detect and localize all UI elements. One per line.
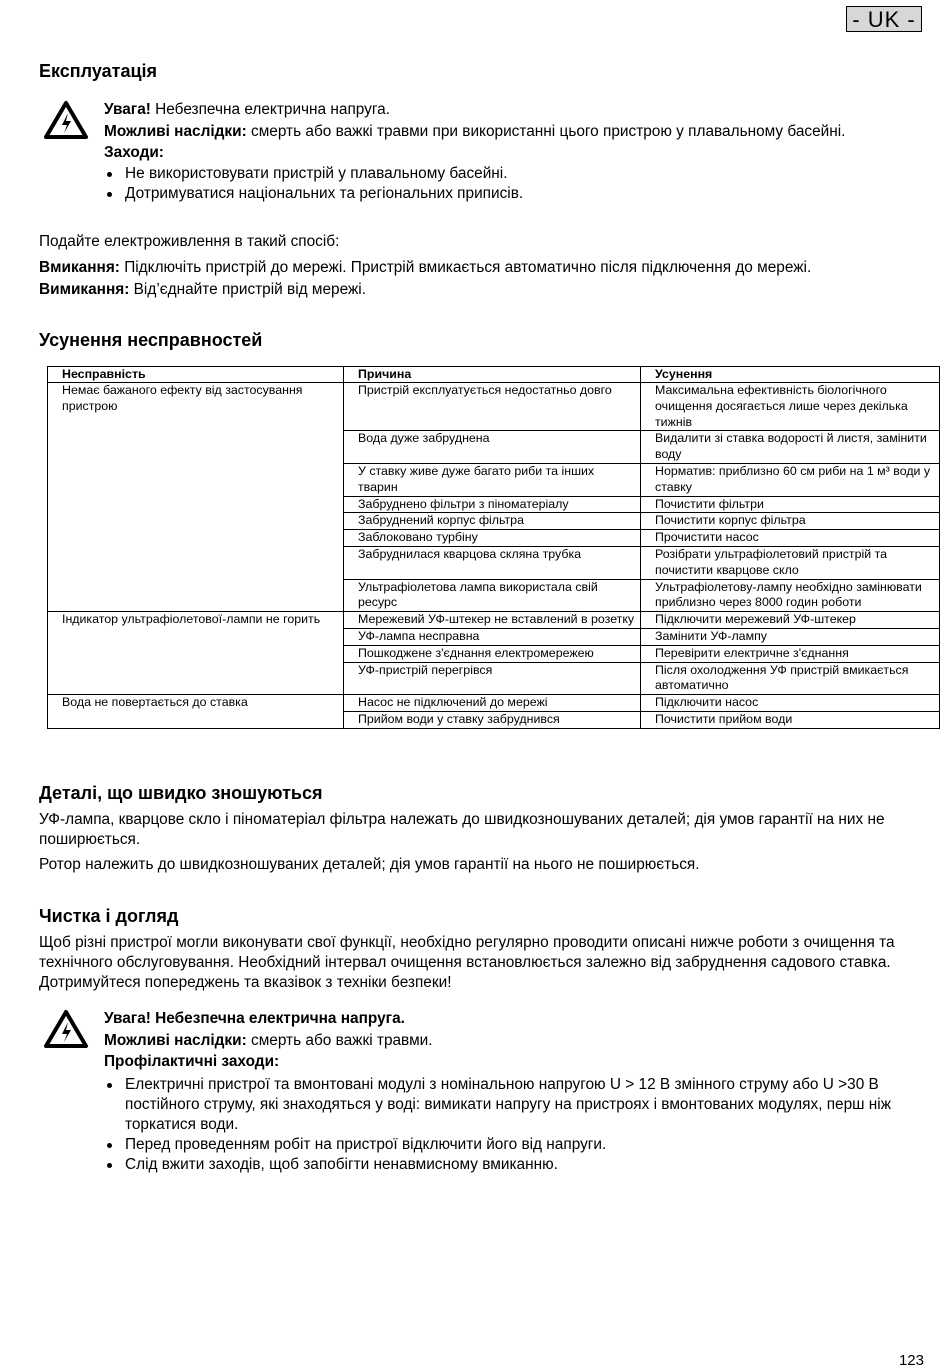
cause-cell: Вода дуже забруднена [344,431,641,464]
fault-cell: Індикатор ультрафіолетової-лампи не горить [48,612,344,695]
operation-title: Експлуатація [39,61,158,81]
remedy-cell: Перевірити електричне з'єднання [641,645,940,662]
list-item: Перед проведенням робіт на пристрої відключити його від напруги. [104,1135,930,1155]
table-row [48,695,940,712]
consequences-text: смерть або важкі травми при використанні цього пристрою у плавальному басейні. [246,122,846,140]
attention-label: Увага! [104,101,151,118]
table-header-row [48,367,940,383]
electric-warning-icon [43,1009,89,1049]
column-header: Причина [344,367,641,383]
remedy-cell: Прочистити насос [641,530,940,547]
measures-list [104,1075,930,1175]
cause-cell: Забруднилася кварцова скляна трубка [344,546,641,579]
fault-cell: Немає бажаного ефекту від застосування пристрою [48,383,344,612]
consequences-label: Можливі наслідки: [104,1031,247,1049]
page-number: 123 [898,1352,924,1369]
consequences-label: Можливі наслідки: [104,122,247,140]
troubleshooting-title: Усунення несправностей [39,330,263,350]
power-intro: Подайте електроживлення в такий спосіб: [39,233,340,250]
remedy-cell: Максимальна ефективність біологічного очищення досягається лише через декілька тижнів [641,383,940,431]
remedy-cell: Після охолодження УФ пристрій вмикається автоматично [641,662,940,695]
remedy-cell: Підключити насос [641,695,940,712]
switch-off-label: Вимикання: [39,281,130,298]
column-header: Усунення [641,367,940,383]
wear-parts-paragraph: Ротор належить до швидкозношуваних деталей; дія умов гарантії на нього не поширюється. [39,856,700,873]
remedy-cell: Ультрафіолетову-лампу необхідно замінювати приблизно через 8000 годин роботи [641,579,940,612]
table-row [48,383,940,431]
attention-text: Небезпечна електрична напруга. [150,101,390,118]
switch-on-label: Вмикання: [39,259,120,276]
cleaning-title: Чистка і догляд [39,906,179,926]
language-badge: - UK - [846,6,922,32]
remedy-cell: Замінити УФ-лампу [641,628,940,645]
table-row [48,612,940,629]
wear-parts-title: Деталі, що швидко зношуються [39,783,323,803]
remedy-cell: Підключити мережевий УФ-штекер [641,612,940,629]
switch-off-text [39,280,922,300]
cause-cell: Ультрафіолетова лампа використала свій ресурс [344,579,641,612]
cause-cell: УФ-лампа несправна [344,628,641,645]
cause-cell: Пристрій експлуатується недостатньо довго [344,383,641,431]
measures-list [104,164,930,204]
troubleshooting-table [47,366,940,729]
electric-warning-icon [43,100,89,140]
cleaning-warning [104,1008,930,1175]
column-header: Несправність [48,367,344,383]
remedy-cell: Почистити прийом води [641,711,940,728]
cause-cell: Мережевий УФ-штекер не вставлений в розетку [344,612,641,629]
cause-cell: Насос не підключений до мережі [344,695,641,712]
cause-cell: У ставку живе дуже багато риби та інших тварин [344,463,641,496]
fault-cell: Вода не повертається до ставка [48,695,344,729]
cause-cell: Заблоковано турбіну [344,530,641,547]
cause-cell: УФ-пристрій перегрівся [344,662,641,695]
remedy-cell: Норматив: приблизно 60 см риби на 1 м³ води у ставку [641,463,940,496]
switch-on-description: Підключіть пристрій до мережі. Пристрій вмикається автоматично після підключення до мережі. [119,259,812,276]
remedy-cell: Розібрати ультрафіолетовий пристрій та почистити кварцове скло [641,546,940,579]
wear-parts-paragraph: УФ-лампа, кварцове скло і піноматеріал фільтра належать до швидкозношуваних деталей; дія умов гарантії на них не поширюється. [39,811,885,848]
cause-cell: Прийом води у ставку забруднився [344,711,641,728]
remedy-cell: Почистити фільтри [641,496,940,513]
switch-off-description: Від’єднайте пристрій від мережі. [129,281,366,298]
cleaning-paragraph: Щоб різні пристрої могли виконувати свої функції, необхідно регулярно проводити описані нижче роботи з очищення та технічного обслуговування. Необхідний інтервал очищення встановлюється залежно від забруднення садового ставка. Дотримуйтеся попереджень та вказівок з техніки безпеки! [39,934,895,991]
list-item: Не використовувати пристрій у плавальному басейні. [104,164,930,184]
list-item: Електричні пристрої та вмонтовані модулі з номінальною напругою U > 12 В змінного струму або U >30 В постійного струму, які знаходяться у воді: вимикати напругу на пристроях і вмонтованих модулях, перш ніж торкатися води. [104,1075,930,1135]
attention-label: Увага! Небезпечна електрична напруга. [104,1010,405,1027]
operation-warning [104,99,930,204]
cause-cell: Пошкоджене з'єднання електромережею [344,645,641,662]
list-item: Дотримуватися національних та регіональних приписів. [104,184,930,204]
list-item: Слід вжити заходів, щоб запобігти ненавмисному вмиканню. [104,1155,930,1175]
measures-label: Заходи: [104,144,164,161]
remedy-cell: Почистити корпус фільтра [641,513,940,530]
consequences-text: смерть або важкі травми. [246,1031,433,1049]
switch-on-text [39,258,922,278]
cause-cell: Забруднено фільтри з піноматеріалу [344,496,641,513]
measures-label: Профілактичні заходи: [104,1053,280,1070]
remedy-cell: Видалити зі ставка водорості й листя, замінити воду [641,431,940,464]
cause-cell: Забруднений корпус фільтра [344,513,641,530]
